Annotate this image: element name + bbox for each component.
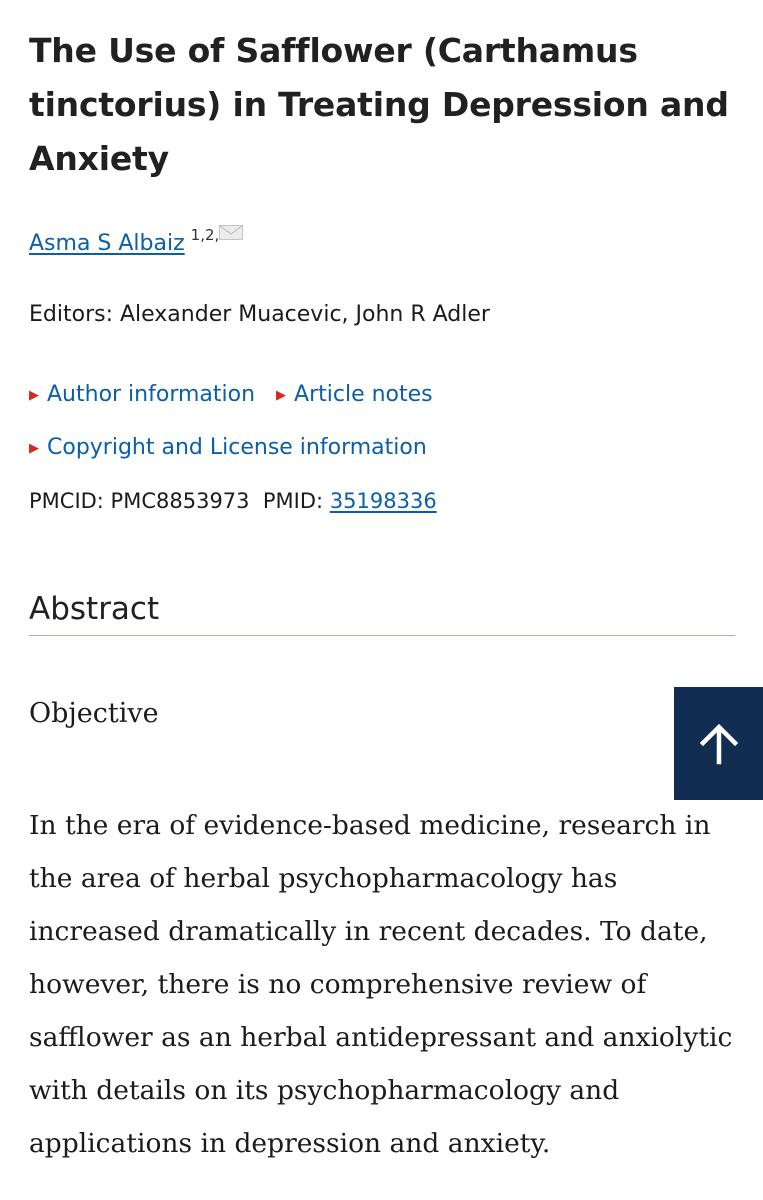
article-identifiers bbox=[29, 483, 437, 519]
toggle-row-1 bbox=[29, 377, 447, 414]
article-title: The Use of Safflower (Carthamus tinctorius) in Treating Depression and Anxiety bbox=[29, 31, 729, 178]
author-information-toggle[interactable] bbox=[29, 377, 255, 414]
triangle-right-icon: ▶ bbox=[29, 388, 39, 403]
author-information-label: Author information bbox=[47, 382, 256, 407]
pmid-label: PMID: bbox=[262, 489, 324, 513]
abstract-heading: Abstract bbox=[29, 586, 735, 636]
pmid-link[interactable]: 35198336 bbox=[329, 489, 437, 513]
pmcid: PMCID: PMC8853973 bbox=[29, 489, 250, 513]
triangle-right-icon: ▶ bbox=[29, 441, 39, 456]
objective-label: Objective bbox=[29, 698, 159, 729]
triangle-right-icon: ▶ bbox=[276, 388, 287, 403]
copyright-license-label: Copyright and License information bbox=[47, 435, 427, 460]
toggle-row-2 bbox=[29, 430, 441, 467]
author-affiliations: 1,2, bbox=[190, 226, 220, 244]
envelope-icon[interactable] bbox=[219, 214, 243, 229]
author-list bbox=[29, 214, 243, 264]
author-link[interactable]: Asma S Albaiz bbox=[29, 231, 185, 256]
objective-text: In the era of evidence-based medicine, research in the area of herbal psychopharmacology has increased dramatically in recent decades. To date, however, there is no comprehensive review of safflower as an herbal antidepressant and anxiolytic with details on its psychopharmacology and applications in depression and anxiety. bbox=[29, 810, 733, 1159]
arrow-up-icon bbox=[698, 723, 740, 765]
editors-line: Editors: Alexander Muacevic, John R Adler bbox=[29, 302, 490, 327]
back-to-top-button[interactable] bbox=[674, 687, 763, 800]
article-notes-label: Article notes bbox=[294, 382, 433, 407]
copyright-license-toggle[interactable] bbox=[29, 430, 427, 467]
article-notes-toggle[interactable] bbox=[276, 377, 433, 414]
